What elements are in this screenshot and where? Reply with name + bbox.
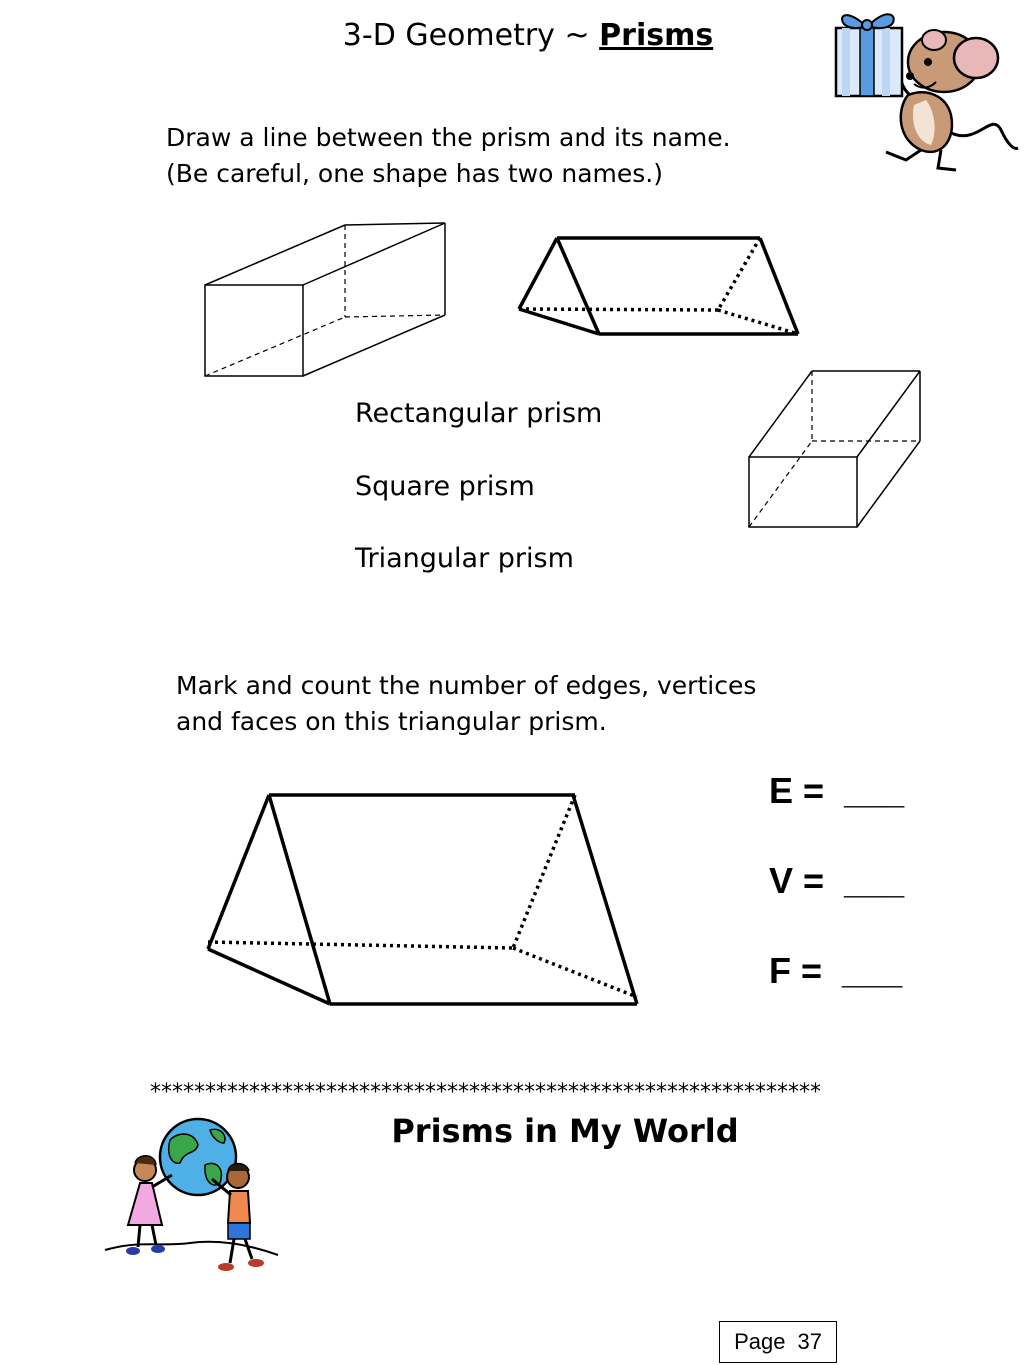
rectangular-prism-shape[interactable] xyxy=(200,220,450,380)
faces-answer[interactable] xyxy=(769,950,902,992)
edges-blank[interactable]: ___ xyxy=(844,770,905,811)
mouse-with-gift-icon xyxy=(826,0,1022,175)
counting-instructions xyxy=(176,668,756,740)
title-prefix: 3-D Geometry ~ xyxy=(342,18,600,53)
edges-label: E = xyxy=(769,770,825,811)
name-rectangular-prism[interactable]: Rectangular prism xyxy=(355,398,603,429)
square-prism-shape[interactable] xyxy=(744,366,924,531)
vertices-answer[interactable] xyxy=(769,860,904,902)
matching-instructions xyxy=(166,120,731,192)
matching-instruction-line-2: (Be careful, one shape has two names.) xyxy=(166,159,663,188)
large-triangular-prism-shape[interactable] xyxy=(200,785,645,1010)
matching-instruction-line-1: Draw a line between the prism and its name. xyxy=(166,123,731,152)
name-square-prism[interactable]: Square prism xyxy=(355,471,535,502)
faces-label: F = xyxy=(769,950,823,991)
children-holding-globe-icon xyxy=(100,1115,285,1280)
star-divider: ************************************************************* xyxy=(150,1080,821,1105)
vertices-blank[interactable]: ___ xyxy=(844,860,905,901)
counting-instruction-line-1: Mark and count the number of edges, vertices xyxy=(176,671,757,700)
faces-blank[interactable]: ___ xyxy=(842,950,903,991)
vertices-label: V = xyxy=(769,860,825,901)
page-number-box xyxy=(719,1321,837,1363)
page-label: Page xyxy=(734,1329,786,1354)
section-title: Prisms in My World xyxy=(391,1112,739,1150)
counting-instruction-line-2: and faces on this triangular prism. xyxy=(176,707,607,736)
edges-answer[interactable] xyxy=(769,770,904,812)
name-triangular-prism[interactable]: Triangular prism xyxy=(355,543,574,574)
triangular-prism-shape[interactable] xyxy=(510,230,810,345)
page-number: 37 xyxy=(797,1329,822,1354)
title-topic: Prisms xyxy=(599,18,714,53)
